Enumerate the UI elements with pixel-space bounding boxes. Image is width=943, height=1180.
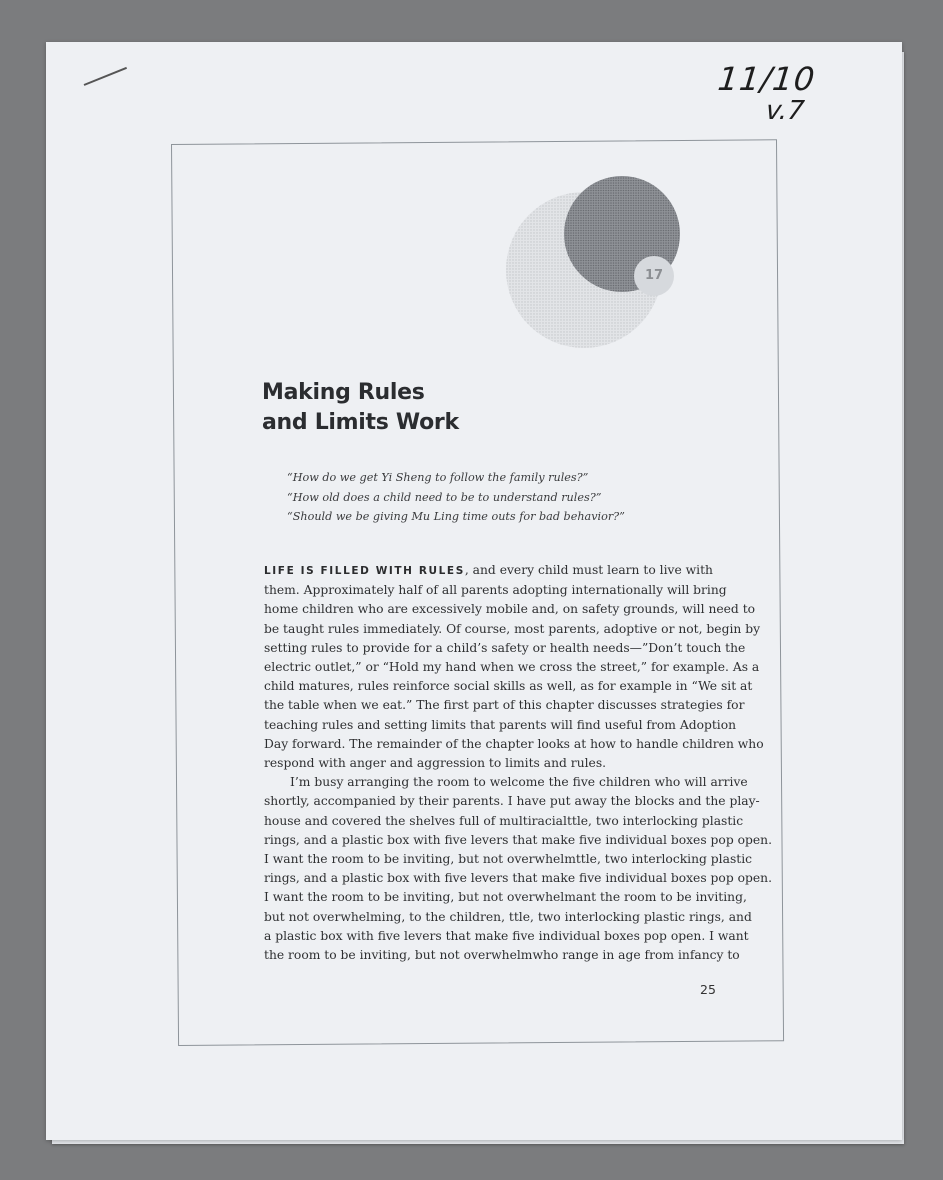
chapter-title bbox=[262, 378, 459, 438]
body-line: setting rules to provide for a child’s safety or health needs—”Don’t touch the bbox=[264, 640, 746, 655]
body-line: rings, and a plastic box with five levers that make five individual boxes pop open. bbox=[264, 832, 772, 847]
lead-in-text: LIFE IS FILLED WITH RULES bbox=[264, 565, 465, 577]
body-line: child matures, rules reinforce social skills as well, as for example in “We sit at bbox=[264, 679, 753, 694]
body-line: house and covered the shelves full of multiracialttle, two interlocking plastic bbox=[264, 813, 744, 828]
body-line-text: , and every child must learn to live with bbox=[464, 563, 713, 577]
body-line: a plastic box with five levers that make five individual boxes pop open. I want bbox=[264, 928, 749, 943]
page-number: 25 bbox=[700, 982, 716, 997]
chapter-title-line-1: Making Rules bbox=[262, 380, 425, 405]
body-line: I want the room to be inviting, but not overwhelmant the room to be inviting, bbox=[264, 890, 747, 905]
handwritten-version: v.7 bbox=[764, 96, 806, 126]
body-line: be taught rules immediately. Of course, most parents, adoptive or not, begin by bbox=[264, 621, 761, 636]
body-line bbox=[264, 561, 712, 581]
chapter-circles-graphic bbox=[500, 172, 720, 362]
handwritten-date: 11/10 bbox=[716, 60, 818, 98]
epigraph-quotes bbox=[287, 468, 625, 527]
chapter-number-badge: 17 bbox=[634, 256, 674, 296]
body-line: electric outlet,” or “Hold my hand when we cross the street,” for example. As a bbox=[264, 660, 760, 675]
body-line: but not overwhelming, to the children, ttle, two interlocking plastic rings, and bbox=[264, 909, 752, 924]
body-line: Day forward. The remainder of the chapter looks at how to handle children who bbox=[264, 736, 764, 751]
body-line: the table when we eat.” The first part of this chapter discusses strategies for bbox=[264, 698, 745, 713]
body-text bbox=[264, 561, 772, 965]
body-line: shortly, accompanied by their parents. I have put away the blocks and the play- bbox=[264, 794, 760, 809]
body-line: home children who are excessively mobile and, on safety grounds, will need to bbox=[264, 602, 756, 617]
epigraph-quote: “Should we be giving Mu Ling time outs for bad behavior?” bbox=[287, 510, 625, 523]
body-line: rings, and a plastic box with five levers that make five individual boxes pop open. bbox=[264, 871, 772, 886]
body-line: I want the room to be inviting, but not overwhelmttle, two interlocking plastic bbox=[264, 852, 753, 867]
body-line: the room to be inviting, but not overwhelmwho range in age from infancy to bbox=[264, 948, 740, 963]
epigraph-quote: “How do we get Yi Sheng to follow the family rules?” bbox=[287, 471, 589, 484]
epigraph-quote: “How old does a child need to be to understand rules?” bbox=[287, 490, 602, 504]
chapter-title-line-2: and Limits Work bbox=[262, 410, 459, 435]
body-line: them. Approximately half of all parents adopting internationally will bring bbox=[264, 583, 727, 598]
body-line: I’m busy arranging the room to welcome the five children who will arrive bbox=[290, 775, 748, 790]
body-line: teaching rules and setting limits that parents will find useful from Adoption bbox=[264, 717, 737, 732]
body-line: respond with anger and aggression to limits and rules. bbox=[264, 756, 607, 771]
